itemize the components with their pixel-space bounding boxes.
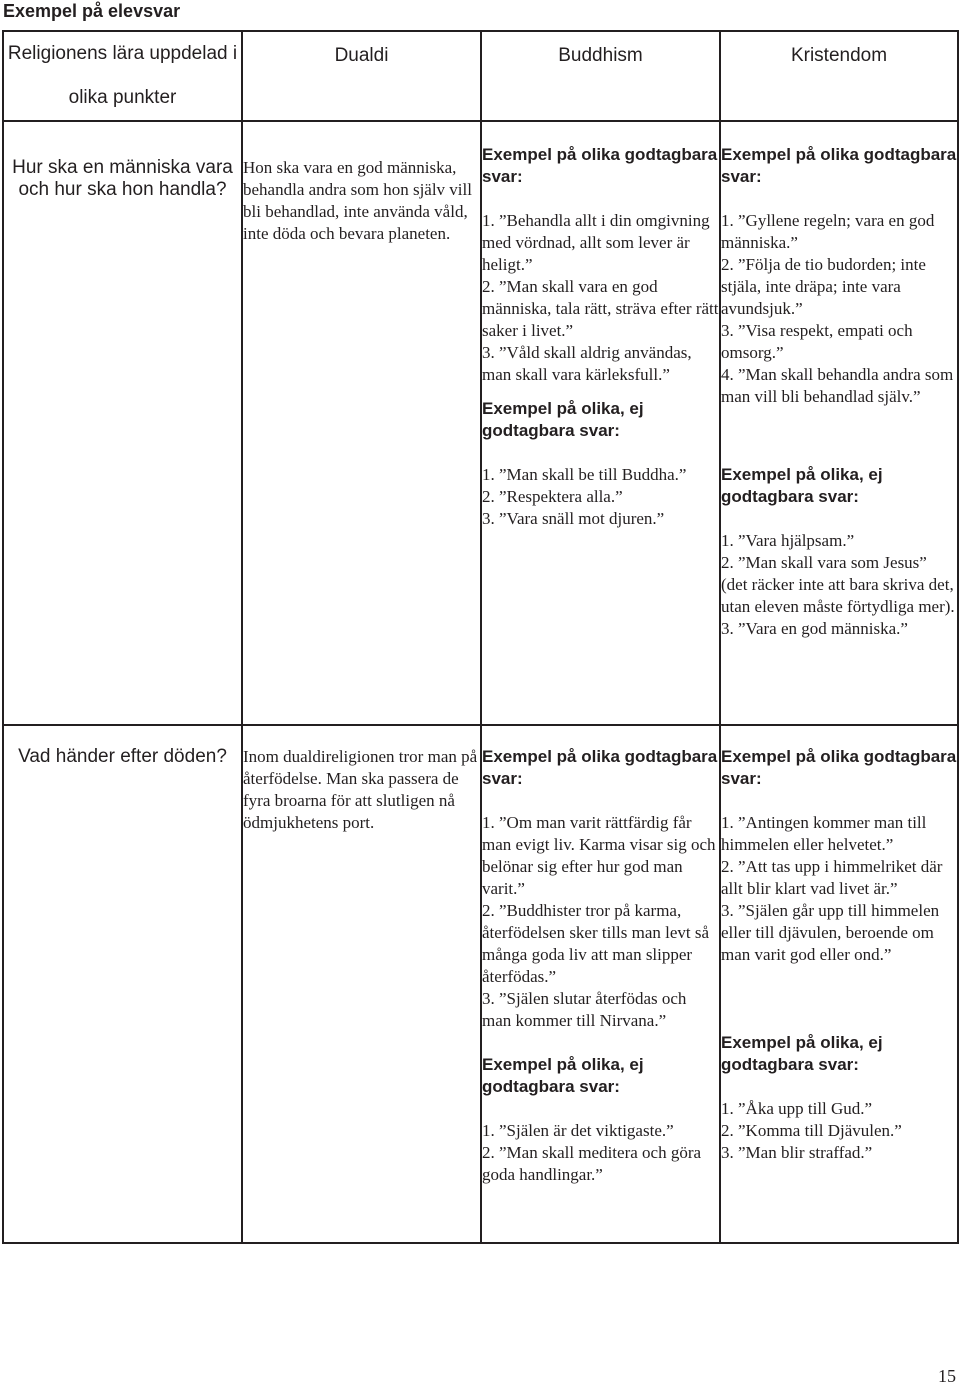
question-cell: Vad händer efter döden? — [3, 725, 242, 1243]
not-ok-answers-header: Exempel på olika, ej godtagbara svar: — [721, 1033, 883, 1074]
question-cell: Hur ska en människa vara och hur ska hon handla? — [3, 121, 242, 725]
answer-item: 1. ”Om man varit rättfärdig får man evigt liv. Karma visar sig och belönar sig efter hur god man varit.” — [482, 813, 716, 898]
dualdi-cell: Inom dualdireligionen tror man på återfödelse. Man ska passera de fyra broarna för att slutligen nå ödmjukhetens port. — [242, 725, 481, 1243]
not-ok-answers-header: Exempel på olika, ej godtagbara svar: — [482, 1055, 644, 1096]
header-dualdi: Dualdi — [242, 31, 481, 121]
answer-item: 3. ”Visa respekt, empati och omsorg.” — [721, 321, 913, 362]
not-ok-answers-header: Exempel på olika, ej godtagbara svar: — [721, 465, 883, 506]
answer-item: 3. ”Våld skall aldrig användas, man skall vara kärleksfull.” — [482, 343, 692, 384]
buddhism-cell — [481, 725, 720, 1243]
answer-item: 2. ”Man skall vara en god människa, tala rätt, sträva efter rätt saker i livet.” — [482, 277, 719, 340]
buddhism-cell — [481, 121, 720, 725]
table-row — [3, 725, 958, 1243]
ok-answers-header: Exempel på olika godtagbara svar: — [721, 747, 957, 788]
answer-item: 3. ”Själen går upp till himmelen eller till djävulen, beroende om man varit god eller ond.” — [721, 901, 940, 964]
ok-answers-header: Exempel på olika godtagbara svar: — [482, 145, 718, 186]
christianity-cell — [720, 121, 958, 725]
answer-item: 2. ”Man skall vara som Jesus” (det räcker inte att bara skriva det, utan eleven måste förtydliga mer). — [721, 553, 955, 616]
ok-answers-header: Exempel på olika godtagbara svar: — [482, 747, 718, 788]
dualdi-cell: Hon ska vara en god människa, behandla andra som hon själv vill bli behandlad, inte använda våld, inte döda och bevara planeten. — [242, 121, 481, 725]
answer-item: 2. ”Komma till Djävulen.” — [721, 1121, 902, 1140]
answer-item: 2. ”Att tas upp i himmelriket där allt blir klart vad livet är.” — [721, 857, 943, 898]
answer-item: 2. ”Man skall meditera och göra goda handlingar.” — [482, 1143, 702, 1184]
answer-item: 1. ”Själen är det viktigaste.” — [482, 1121, 674, 1140]
answer-item: 2. ”Respektera alla.” — [482, 487, 623, 506]
answer-item: 1. ”Åka upp till Gud.” — [721, 1099, 873, 1118]
answer-item: 3. ”Vara snäll mot djuren.” — [482, 509, 665, 528]
page-number: 15 — [938, 1366, 956, 1386]
answer-item: 3. ”Själen slutar återfödas och man kommer till Nirvana.” — [482, 989, 687, 1030]
answer-item: 4. ”Man skall behandla andra som man vill bli behandlad själv.” — [721, 365, 954, 406]
header-christianity: Kristendom — [720, 31, 958, 121]
table-row — [3, 121, 958, 725]
answer-item: 1. ”Vara hjälpsam.” — [721, 531, 855, 550]
answer-item: 1. ”Behandla allt i din omgivning med vördnad, allt som lever är heligt.” — [482, 211, 710, 274]
header-buddhism: Buddhism — [481, 31, 720, 121]
answer-item: 1. ”Antingen kommer man till himmelen eller helvetet.” — [721, 813, 927, 854]
ok-answers-header: Exempel på olika godtagbara svar: — [721, 145, 957, 186]
answer-item: 1. ”Man skall be till Buddha.” — [482, 465, 687, 484]
christianity-cell — [720, 725, 958, 1243]
answer-item: 3. ”Vara en god människa.” — [721, 619, 908, 638]
header-row — [3, 31, 958, 121]
answer-item: 3. ”Man blir straffad.” — [721, 1143, 873, 1162]
not-ok-answers-header: Exempel på olika, ej godtagbara svar: — [482, 399, 644, 440]
page-title: Exempel på elevsvar — [3, 1, 181, 21]
answer-table — [2, 30, 959, 1244]
answer-item: 2. ”Följa de tio budorden; inte stjäla, inte dräpa; inte vara avundsjuk.” — [721, 255, 926, 318]
header-doctrine: Religionens lära uppdelad i olika punkter — [3, 31, 242, 121]
answer-item: 2. ”Buddhister tror på karma, återfödelsen sker tills man levt så många goda liv att man slipper återfödas.” — [482, 901, 710, 986]
answer-item: 1. ”Gyllene regeln; vara en god människa.” — [721, 211, 935, 252]
